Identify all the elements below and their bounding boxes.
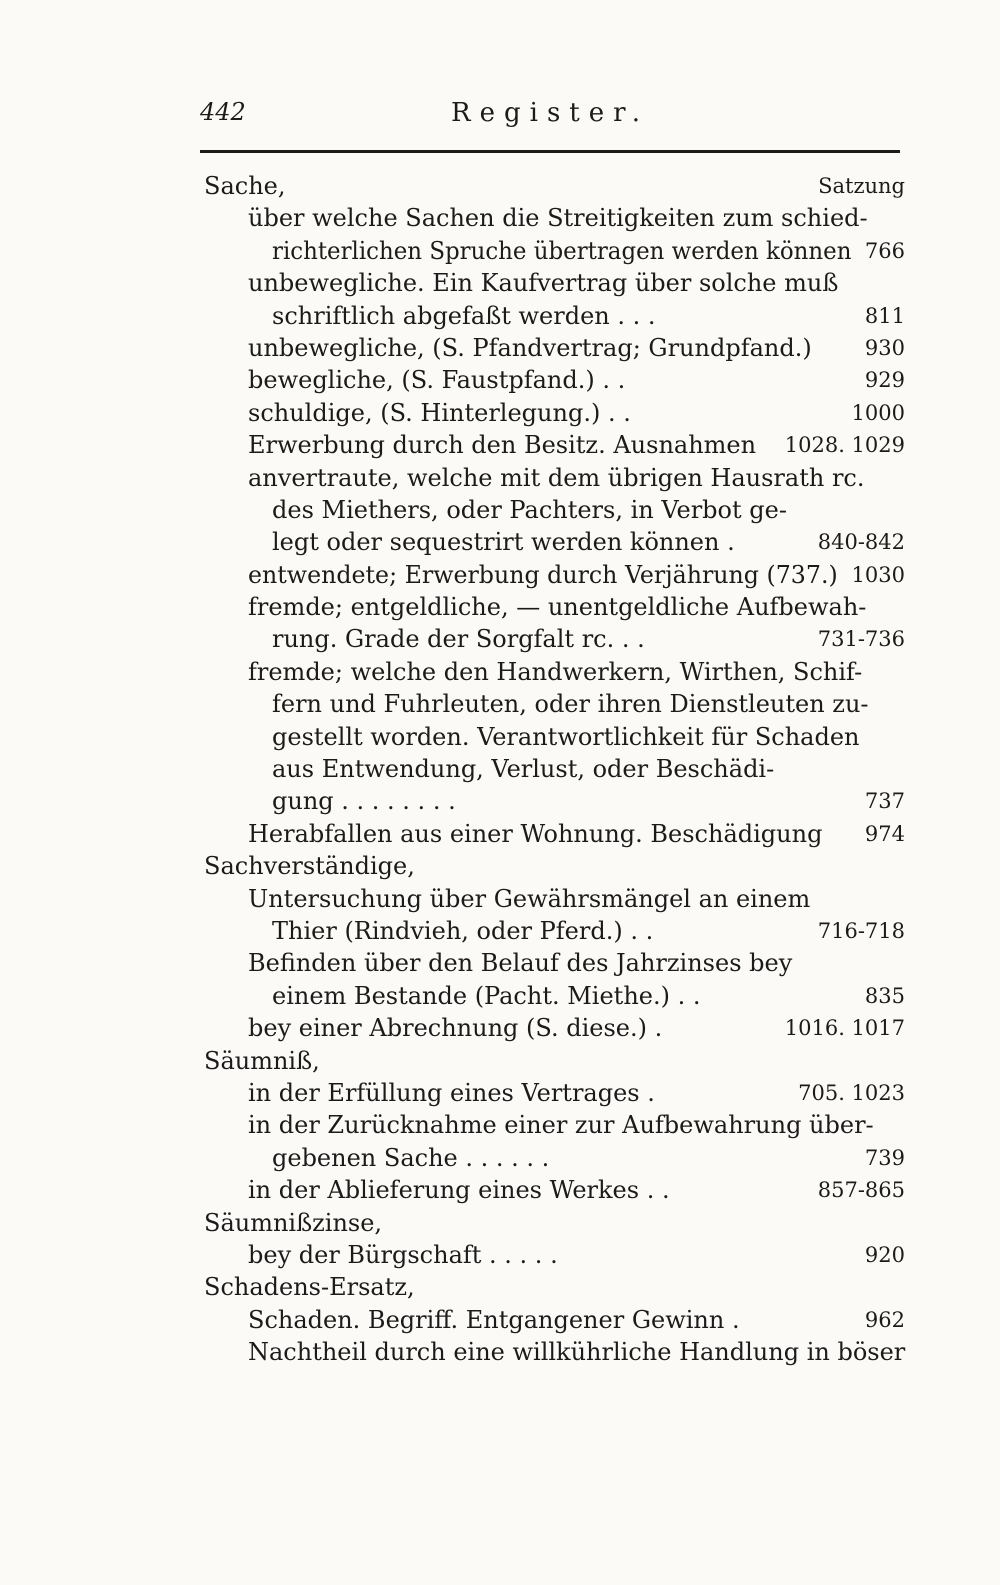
entry-text: aus Entwendung, Verlust, oder Beschädi- xyxy=(272,755,775,784)
paragraph-reference: 731-736 xyxy=(817,627,905,652)
paragraph-reference: 716-718 xyxy=(817,918,905,943)
index-entry-line xyxy=(200,947,905,979)
entry-text: entwendete; Erwerbung durch Verjährung (737.) xyxy=(248,560,838,589)
page-number: 442 xyxy=(200,98,246,126)
index-heading xyxy=(200,850,905,882)
entry-text: gebenen Sache . . . . . . xyxy=(272,1143,550,1172)
paragraph-reference: 1000 xyxy=(851,400,905,425)
index-entry-line xyxy=(200,915,905,947)
index-entry-line xyxy=(200,332,905,364)
index-entry-line xyxy=(200,785,905,817)
index-entry-line xyxy=(200,1109,905,1141)
entry-text: gestellt worden. Verantwortlichkeit für Schaden xyxy=(272,722,860,751)
heading-term: Säumniß, xyxy=(204,1046,320,1075)
heading-term: Sachverständige, xyxy=(204,852,415,881)
index-entry-line xyxy=(200,688,905,720)
paragraph-reference: 1030 xyxy=(851,562,905,587)
index-entry-line xyxy=(200,526,905,558)
index-entry-line xyxy=(200,883,905,915)
index-entry-line xyxy=(200,559,905,591)
paragraph-reference: 920 xyxy=(864,1242,905,1267)
index-entry-line xyxy=(200,462,905,494)
entry-text: Untersuchung über Gewährsmängel an einem xyxy=(248,884,811,913)
index-entry-line xyxy=(200,397,905,429)
index-entry-line xyxy=(200,1304,905,1336)
entry-text: richterlichen Spruche übertragen werden können xyxy=(272,236,852,265)
index-entry-line xyxy=(200,364,905,396)
heading-term: Sache, xyxy=(204,172,286,200)
entry-text: in der Ablieferung eines Werkes . . xyxy=(248,1176,670,1205)
entry-text: schuldige, (S. Hinterlegung.) . . xyxy=(248,398,631,427)
index-heading xyxy=(200,1207,905,1239)
entry-text: gung . . . . . . . . xyxy=(272,787,456,816)
paragraph-reference: 840-842 xyxy=(817,530,905,555)
entry-text: fremde; welche den Handwerkern, Wirthen, Schif- xyxy=(248,657,863,686)
entry-text: Schaden. Begriff. Entgangener Gewinn . xyxy=(248,1305,740,1334)
paragraph-reference: 705. 1023 xyxy=(798,1080,905,1105)
index-entry-line xyxy=(200,753,905,785)
entry-text: schriftlich abgefaßt werden . . . xyxy=(272,301,656,330)
entry-text: über welche Sachen die Streitigkeiten zum schied- xyxy=(248,204,868,233)
index-entry-line xyxy=(200,1336,905,1368)
heading-term: Schadens-Ersatz, xyxy=(204,1273,415,1302)
index-entry-line xyxy=(200,721,905,753)
index-heading xyxy=(200,1045,905,1077)
index-entry-line xyxy=(200,623,905,655)
entry-text: rung. Grade der Sorgfalt rc. . . xyxy=(272,625,645,654)
paragraph-reference: Satzung xyxy=(818,174,905,198)
index-entry-line xyxy=(200,1012,905,1044)
paragraph-reference: 1016. 1017 xyxy=(784,1016,905,1041)
index-entry-line xyxy=(200,591,905,623)
heading-term: Säumnißzinse, xyxy=(204,1208,383,1237)
entry-text: Erwerbung durch den Besitz. Ausnahmen xyxy=(248,431,757,460)
index-entry-line xyxy=(200,818,905,850)
index-entry-line xyxy=(200,429,905,461)
entry-text: des Miethers, oder Pachters, in Verbot ge- xyxy=(272,495,787,524)
page-header xyxy=(200,98,900,138)
index-entry-line xyxy=(200,1142,905,1174)
entry-text: Thier (Rindvieh, oder Pferd.) . . xyxy=(272,916,654,945)
register-entries xyxy=(200,170,905,1368)
paragraph-reference: 766 xyxy=(864,238,905,263)
index-entry-line xyxy=(200,300,905,332)
entry-text: bey einer Abrechnung (S. diese.) . xyxy=(248,1014,663,1043)
paragraph-reference: 962 xyxy=(864,1307,905,1332)
paragraph-reference: 974 xyxy=(864,821,905,846)
entry-text: Nachtheil durch eine willkührliche Handlung in böser xyxy=(248,1338,906,1367)
index-entry-line xyxy=(200,202,905,234)
entry-text: unbewegliche. Ein Kaufvertrag über solche muß xyxy=(248,269,839,298)
index-entry-line xyxy=(200,494,905,526)
index-heading xyxy=(200,170,905,202)
paragraph-reference: 857-865 xyxy=(817,1178,905,1203)
paragraph-reference: 737 xyxy=(864,789,905,814)
entry-text: anvertraute, welche mit dem übrigen Hausrath rc. xyxy=(248,463,865,492)
index-entry-line xyxy=(200,1174,905,1206)
running-title: Register. xyxy=(451,98,649,128)
index-entry-line xyxy=(200,235,905,267)
index-entry-line xyxy=(200,656,905,688)
index-entry-line xyxy=(200,267,905,299)
entry-text: Befinden über den Belauf des Jahrzinses bey xyxy=(248,949,793,978)
entry-text: in der Zurücknahme einer zur Aufbewahrung über- xyxy=(248,1111,874,1140)
paragraph-reference: 930 xyxy=(864,335,905,360)
entry-text: bewegliche, (S. Faustpfand.) . . xyxy=(248,366,626,395)
index-entry-line xyxy=(200,1077,905,1109)
entry-text: bey der Bürgschaft . . . . . xyxy=(248,1240,558,1269)
paragraph-reference: 929 xyxy=(864,368,905,393)
paragraph-reference: 1028. 1029 xyxy=(784,433,905,458)
paragraph-reference: 835 xyxy=(864,983,905,1008)
index-heading xyxy=(200,1271,905,1303)
entry-text: Herabfallen aus einer Wohnung. Beschädigung xyxy=(248,819,823,848)
paragraph-reference: 739 xyxy=(864,1145,905,1170)
index-entry-line xyxy=(200,1239,905,1271)
entry-text: einem Bestande (Pacht. Miethe.) . . xyxy=(272,981,701,1010)
entry-text: legt oder sequestrirt werden können . xyxy=(272,528,735,557)
paragraph-reference: 811 xyxy=(864,303,905,328)
entry-text: unbewegliche, (S. Pfandvertrag; Grundpfand.) xyxy=(248,333,812,362)
header-rule xyxy=(200,150,900,153)
index-entry-line xyxy=(200,980,905,1012)
entry-text: fern und Fuhrleuten, oder ihren Dienstleuten zu- xyxy=(272,690,869,719)
entry-text: in der Erfüllung eines Vertrages . xyxy=(248,1078,655,1107)
entry-text: fremde; entgeldliche, — unentgeldliche Aufbewah- xyxy=(248,593,867,622)
